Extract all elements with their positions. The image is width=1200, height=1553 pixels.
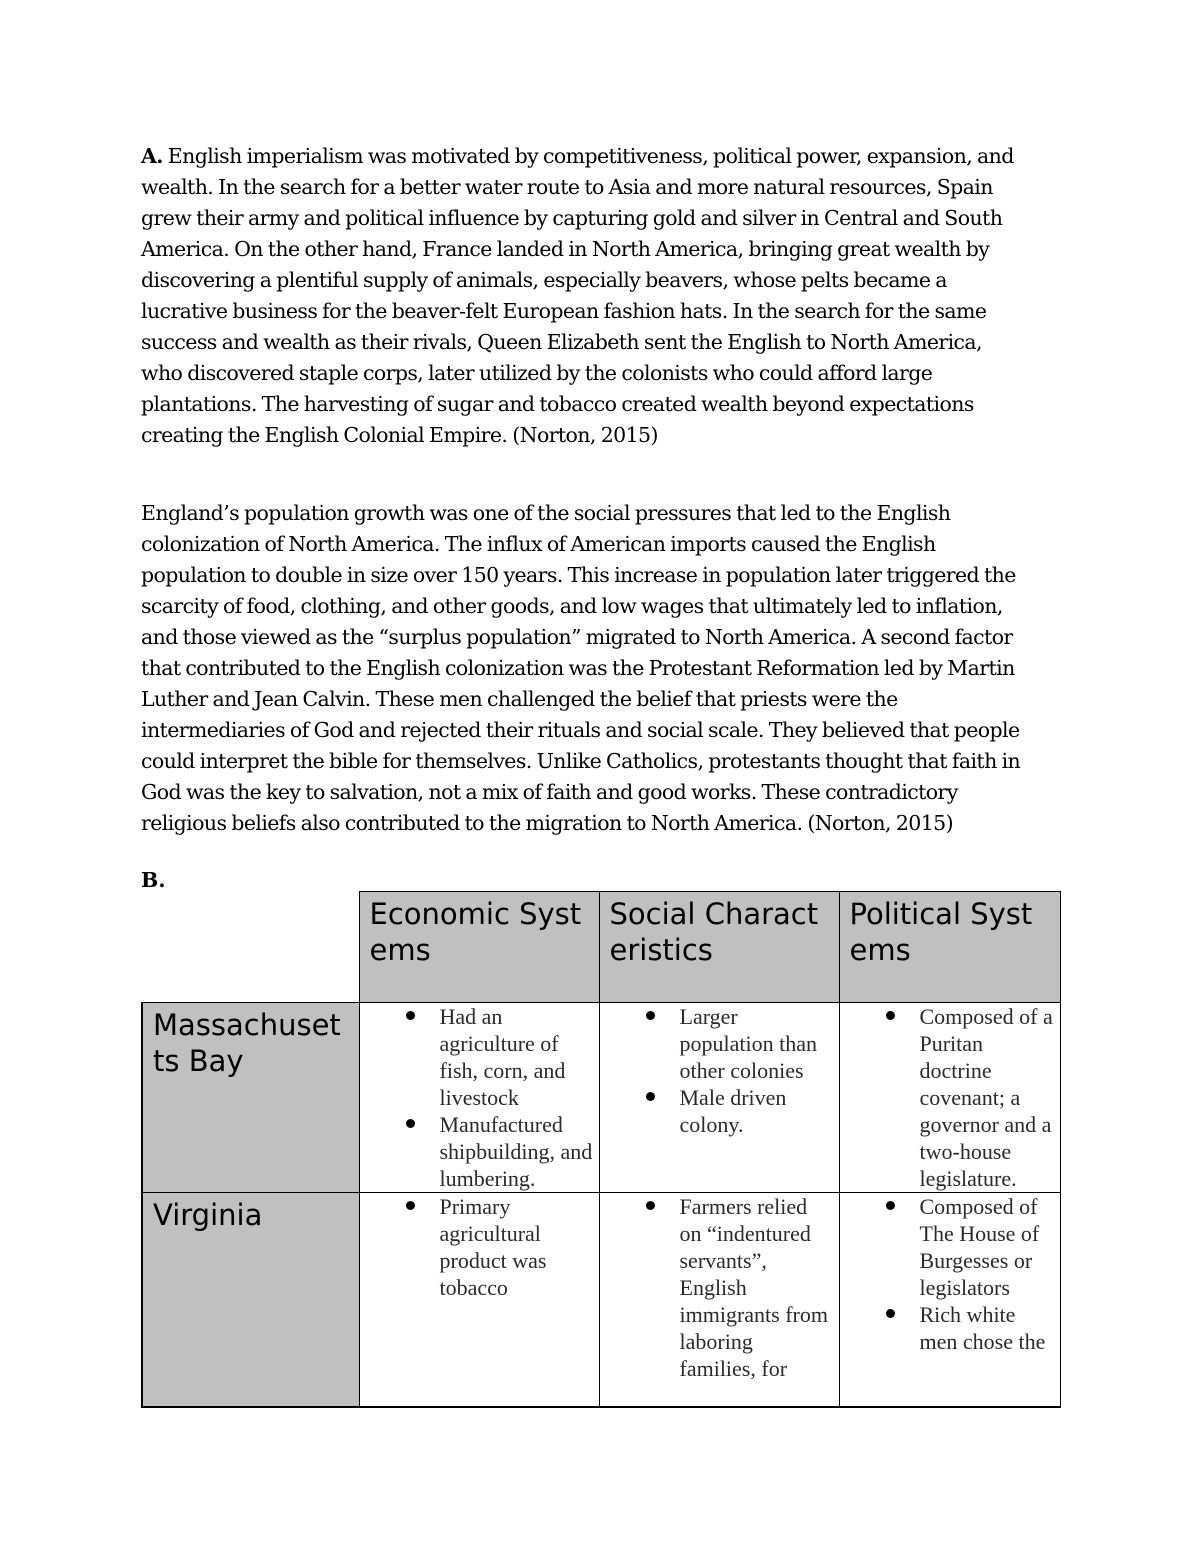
bullet-icon bbox=[886, 1201, 895, 1210]
bullet-icon bbox=[406, 1119, 415, 1128]
section-b-label: B. bbox=[141, 868, 166, 892]
list-item-text: Rich white men chose the bbox=[919, 1302, 1046, 1354]
list-item bbox=[360, 1193, 599, 1301]
row-heading-massachusetts-bay: Massachusetts Bay bbox=[142, 1003, 359, 1193]
paragraph-a1 bbox=[141, 141, 1021, 451]
bullet-list bbox=[600, 1193, 839, 1382]
list-item-text: Composed of a Puritan doctrine covenant; a governor and a two-house legislature. bbox=[919, 1004, 1053, 1191]
bullet-icon bbox=[646, 1092, 655, 1101]
list-item-text: Primary agricultural product was tobacco bbox=[439, 1194, 547, 1300]
cell-social bbox=[599, 1193, 839, 1407]
list-item bbox=[600, 1193, 839, 1382]
bullet-icon bbox=[646, 1011, 655, 1020]
bullet-list bbox=[840, 1003, 1060, 1192]
list-item bbox=[360, 1111, 599, 1192]
list-item-text: Had an agriculture of fish, corn, and livestock bbox=[439, 1004, 566, 1110]
bullet-list bbox=[360, 1193, 599, 1301]
list-item bbox=[840, 1301, 1060, 1355]
paragraph-a1-text: English imperialism was motivated by competitiveness, political power, expansion, and wealth. In the search for a better water route to Asia and more natural resources, Spain grew their army and political influence by capturing gold and silver in Central and South America. On the other hand, France landed in North America, bringing great wealth by discovering a plentiful supply of animals, especially beavers, whose pelts became a lucrative business for the beaver-felt European fashion hats. In the search for the same success and wealth as their rivals, Queen Elizabeth sent the English to North America, who discovered staple corps, later utilized by the colonists who could afford large plantations. The harvesting of sugar and tobacco created wealth beyond expectations creating the English Colonial Empire. (Norton, 2015) bbox=[141, 144, 1014, 447]
bullet-list bbox=[600, 1003, 839, 1138]
corner-cell bbox=[142, 892, 359, 1003]
bullet-icon bbox=[406, 1201, 415, 1210]
section-a-label: A. bbox=[141, 144, 163, 168]
cell-political bbox=[839, 1193, 1060, 1407]
list-item-text: Farmers relied on “indentured servants”, English immigrants from laboring families, for bbox=[679, 1194, 828, 1381]
list-item-text: Male driven colony. bbox=[679, 1085, 787, 1137]
table-row bbox=[142, 1003, 1060, 1193]
list-item-text: Composed of The House of Burgesses or legislators bbox=[919, 1194, 1040, 1300]
list-item bbox=[600, 1003, 839, 1084]
row-heading-virginia: Virginia bbox=[142, 1193, 359, 1407]
bullet-icon bbox=[646, 1201, 655, 1210]
header-economic-systems: Economic Systems bbox=[359, 892, 599, 1003]
bullet-list bbox=[360, 1003, 599, 1192]
bullet-icon bbox=[886, 1309, 895, 1318]
list-item-text: Manufactured shipbuilding, and lumbering. bbox=[439, 1112, 593, 1191]
bullet-icon bbox=[886, 1011, 895, 1020]
cell-social bbox=[599, 1003, 839, 1193]
table-header-row bbox=[142, 892, 1060, 1003]
bullet-list bbox=[840, 1193, 1060, 1355]
cell-political bbox=[839, 1003, 1060, 1193]
header-political-systems: Political Systems bbox=[839, 892, 1060, 1003]
paragraph-a2: England’s population growth was one of the social pressures that led to the English colonization of North America. The influx of American imports caused the English population to double in size over 150 years. This increase in population later triggered the scarcity of food, clothing, and other goods, and low wages that ultimately led to inflation, and those viewed as the “surplus population” migrated to North America. A second factor that contributed to the English colonization was the Protestant Reformation led by Martin Luther and Jean Calvin. These men challenged the belief that priests were the intermediaries of God and rejected their rituals and social scale. They believed that people could interpret the bible for themselves. Unlike Catholics, protestants thought that faith in God was the key to salvation, not a mix of faith and good works. These contradictory religious beliefs also contributed to the migration to North America. (Norton, 2015) bbox=[141, 501, 1021, 835]
list-item-text: Larger population than other colonies bbox=[679, 1004, 817, 1083]
cell-economic bbox=[359, 1003, 599, 1193]
cell-economic bbox=[359, 1193, 599, 1407]
list-item bbox=[840, 1193, 1060, 1301]
table-row bbox=[142, 1193, 1060, 1407]
list-item bbox=[840, 1003, 1060, 1192]
list-item bbox=[600, 1084, 839, 1138]
list-item bbox=[360, 1003, 599, 1111]
colonies-comparison-table bbox=[141, 891, 1061, 1408]
bullet-icon bbox=[406, 1011, 415, 1020]
header-social-characteristics: Social Characteristics bbox=[599, 892, 839, 1003]
